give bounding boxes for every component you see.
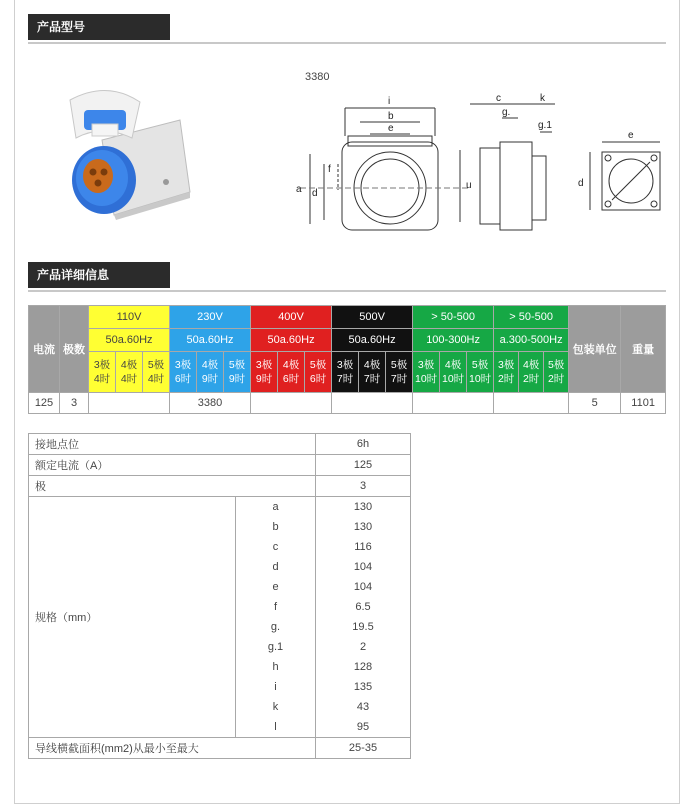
- pole-cell: 3极 6时: [170, 352, 197, 393]
- dim-value: 135: [316, 677, 411, 697]
- group-gt50-b-freq: a.300-500Hz: [494, 329, 569, 352]
- group-230v-voltage: 230V: [170, 306, 251, 329]
- drawing-label-k: k: [540, 93, 545, 104]
- spec-wire-value: 25-35: [316, 738, 411, 759]
- spec-size-label: 规格（mm）: [29, 497, 236, 738]
- group-gt50-b-voltage: > 50-500: [494, 306, 569, 329]
- dim-key: c: [236, 537, 316, 557]
- drawing-label-cut-e: e: [628, 130, 634, 141]
- row-pack: 5: [569, 393, 621, 414]
- socket-product-image: [62, 80, 192, 220]
- dim-key: k: [236, 697, 316, 717]
- pole-cell: 5极 6时: [305, 352, 332, 393]
- header-poles: 极数: [60, 306, 89, 393]
- row-poles: 3: [60, 393, 89, 414]
- dim-value: 6.5: [316, 597, 411, 617]
- row-current: 125: [29, 393, 60, 414]
- header-weight: 重量: [621, 306, 666, 393]
- drawing-label-cut-d: d: [578, 178, 584, 189]
- dim-key: a: [236, 497, 316, 518]
- drawing-label-d: d: [312, 188, 318, 199]
- row-500v-empty: [332, 393, 413, 414]
- drawing-label-i: i: [388, 96, 391, 107]
- pole-cell: 4极 6时: [278, 352, 305, 393]
- header-current: 电流: [29, 306, 60, 393]
- drawing-label-u: u: [466, 180, 472, 191]
- spec-current-value: 125: [316, 455, 411, 476]
- drawing-label-f: f: [328, 164, 331, 175]
- pole-cell: 5极 10时: [467, 352, 494, 393]
- row-gt50a-empty: [413, 393, 494, 414]
- pole-cell: 5极 7时: [386, 352, 413, 393]
- section-header-details: 产品详细信息: [28, 262, 170, 288]
- dim-value: 128: [316, 657, 411, 677]
- dim-value: 2: [316, 637, 411, 657]
- pole-cell: 3极 9时: [251, 352, 278, 393]
- spec-poles-label: 极: [29, 476, 316, 497]
- dim-value: 95: [316, 717, 411, 738]
- spec-current-label: 额定电流（A）: [29, 455, 316, 476]
- pole-cell: 3极 2时: [494, 352, 519, 393]
- dim-key: l: [236, 717, 316, 738]
- pole-cell: 4极 7时: [359, 352, 386, 393]
- pole-cell: 3极 4时: [89, 352, 116, 393]
- group-230v-freq: 50a.60Hz: [170, 329, 251, 352]
- pole-cell: 5极 4时: [143, 352, 170, 393]
- table-row: [29, 393, 666, 414]
- spec-ground-value: 6h: [316, 434, 411, 455]
- dim-value: 104: [316, 557, 411, 577]
- drawing-label-g1: g.1: [538, 120, 552, 131]
- row-model: 3380: [170, 393, 251, 414]
- drawing-label-b: b: [388, 111, 394, 122]
- dim-key: b: [236, 517, 316, 537]
- row-400v-empty: [251, 393, 332, 414]
- dim-key: i: [236, 677, 316, 697]
- group-500v-freq: 50a.60Hz: [332, 329, 413, 352]
- row-gt50b-empty: [494, 393, 569, 414]
- dimension-drawings: [290, 92, 670, 252]
- dim-value: 130: [316, 497, 411, 518]
- pole-cell: 4极 10时: [440, 352, 467, 393]
- group-gt50-a-freq: 100-300Hz: [413, 329, 494, 352]
- pole-cell: 5极 2时: [544, 352, 569, 393]
- dim-key: g.: [236, 617, 316, 637]
- dim-key: h: [236, 657, 316, 677]
- drawing-label-g: g.: [502, 107, 511, 118]
- model-number-label: 3380: [305, 71, 330, 83]
- group-400v-voltage: 400V: [251, 306, 332, 329]
- dim-value: 19.5: [316, 617, 411, 637]
- row-weight: 1101: [621, 393, 666, 414]
- section-header-model: 产品型号: [28, 14, 170, 40]
- voltage-config-table: [28, 305, 666, 414]
- drawing-label-a: a: [296, 184, 302, 195]
- pole-cell: 4极 9时: [197, 352, 224, 393]
- dim-value: 43: [316, 697, 411, 717]
- drawing-label-e: e: [388, 123, 394, 134]
- pole-cell: 4极 4时: [116, 352, 143, 393]
- section-divider: [28, 42, 666, 44]
- spec-poles-value: 3: [316, 476, 411, 497]
- group-400v-freq: 50a.60Hz: [251, 329, 332, 352]
- pole-cell: 5极 9时: [224, 352, 251, 393]
- row-110v-empty: [89, 393, 170, 414]
- dim-value: 130: [316, 517, 411, 537]
- header-pack-unit: 包装单位: [569, 306, 621, 393]
- pole-cell: 3极 7时: [332, 352, 359, 393]
- pole-cell: 3极 10时: [413, 352, 440, 393]
- dim-key: g.1: [236, 637, 316, 657]
- dim-value: 104: [316, 577, 411, 597]
- dim-key: e: [236, 577, 316, 597]
- group-500v-voltage: 500V: [332, 306, 413, 329]
- group-gt50-a-voltage: > 50-500: [413, 306, 494, 329]
- pole-cell: 4极 2时: [519, 352, 544, 393]
- dim-key: f: [236, 597, 316, 617]
- spec-table: [28, 433, 411, 759]
- dim-key: d: [236, 557, 316, 577]
- group-110v-voltage: 110V: [89, 306, 170, 329]
- section-divider: [28, 290, 666, 292]
- spec-wire-label: 导线横截面积(mm2)从最小至最大: [29, 738, 316, 759]
- group-110v-freq: 50a.60Hz: [89, 329, 170, 352]
- drawing-label-c: c: [496, 93, 501, 104]
- spec-ground-label: 接地点位: [29, 434, 316, 455]
- dim-value: 116: [316, 537, 411, 557]
